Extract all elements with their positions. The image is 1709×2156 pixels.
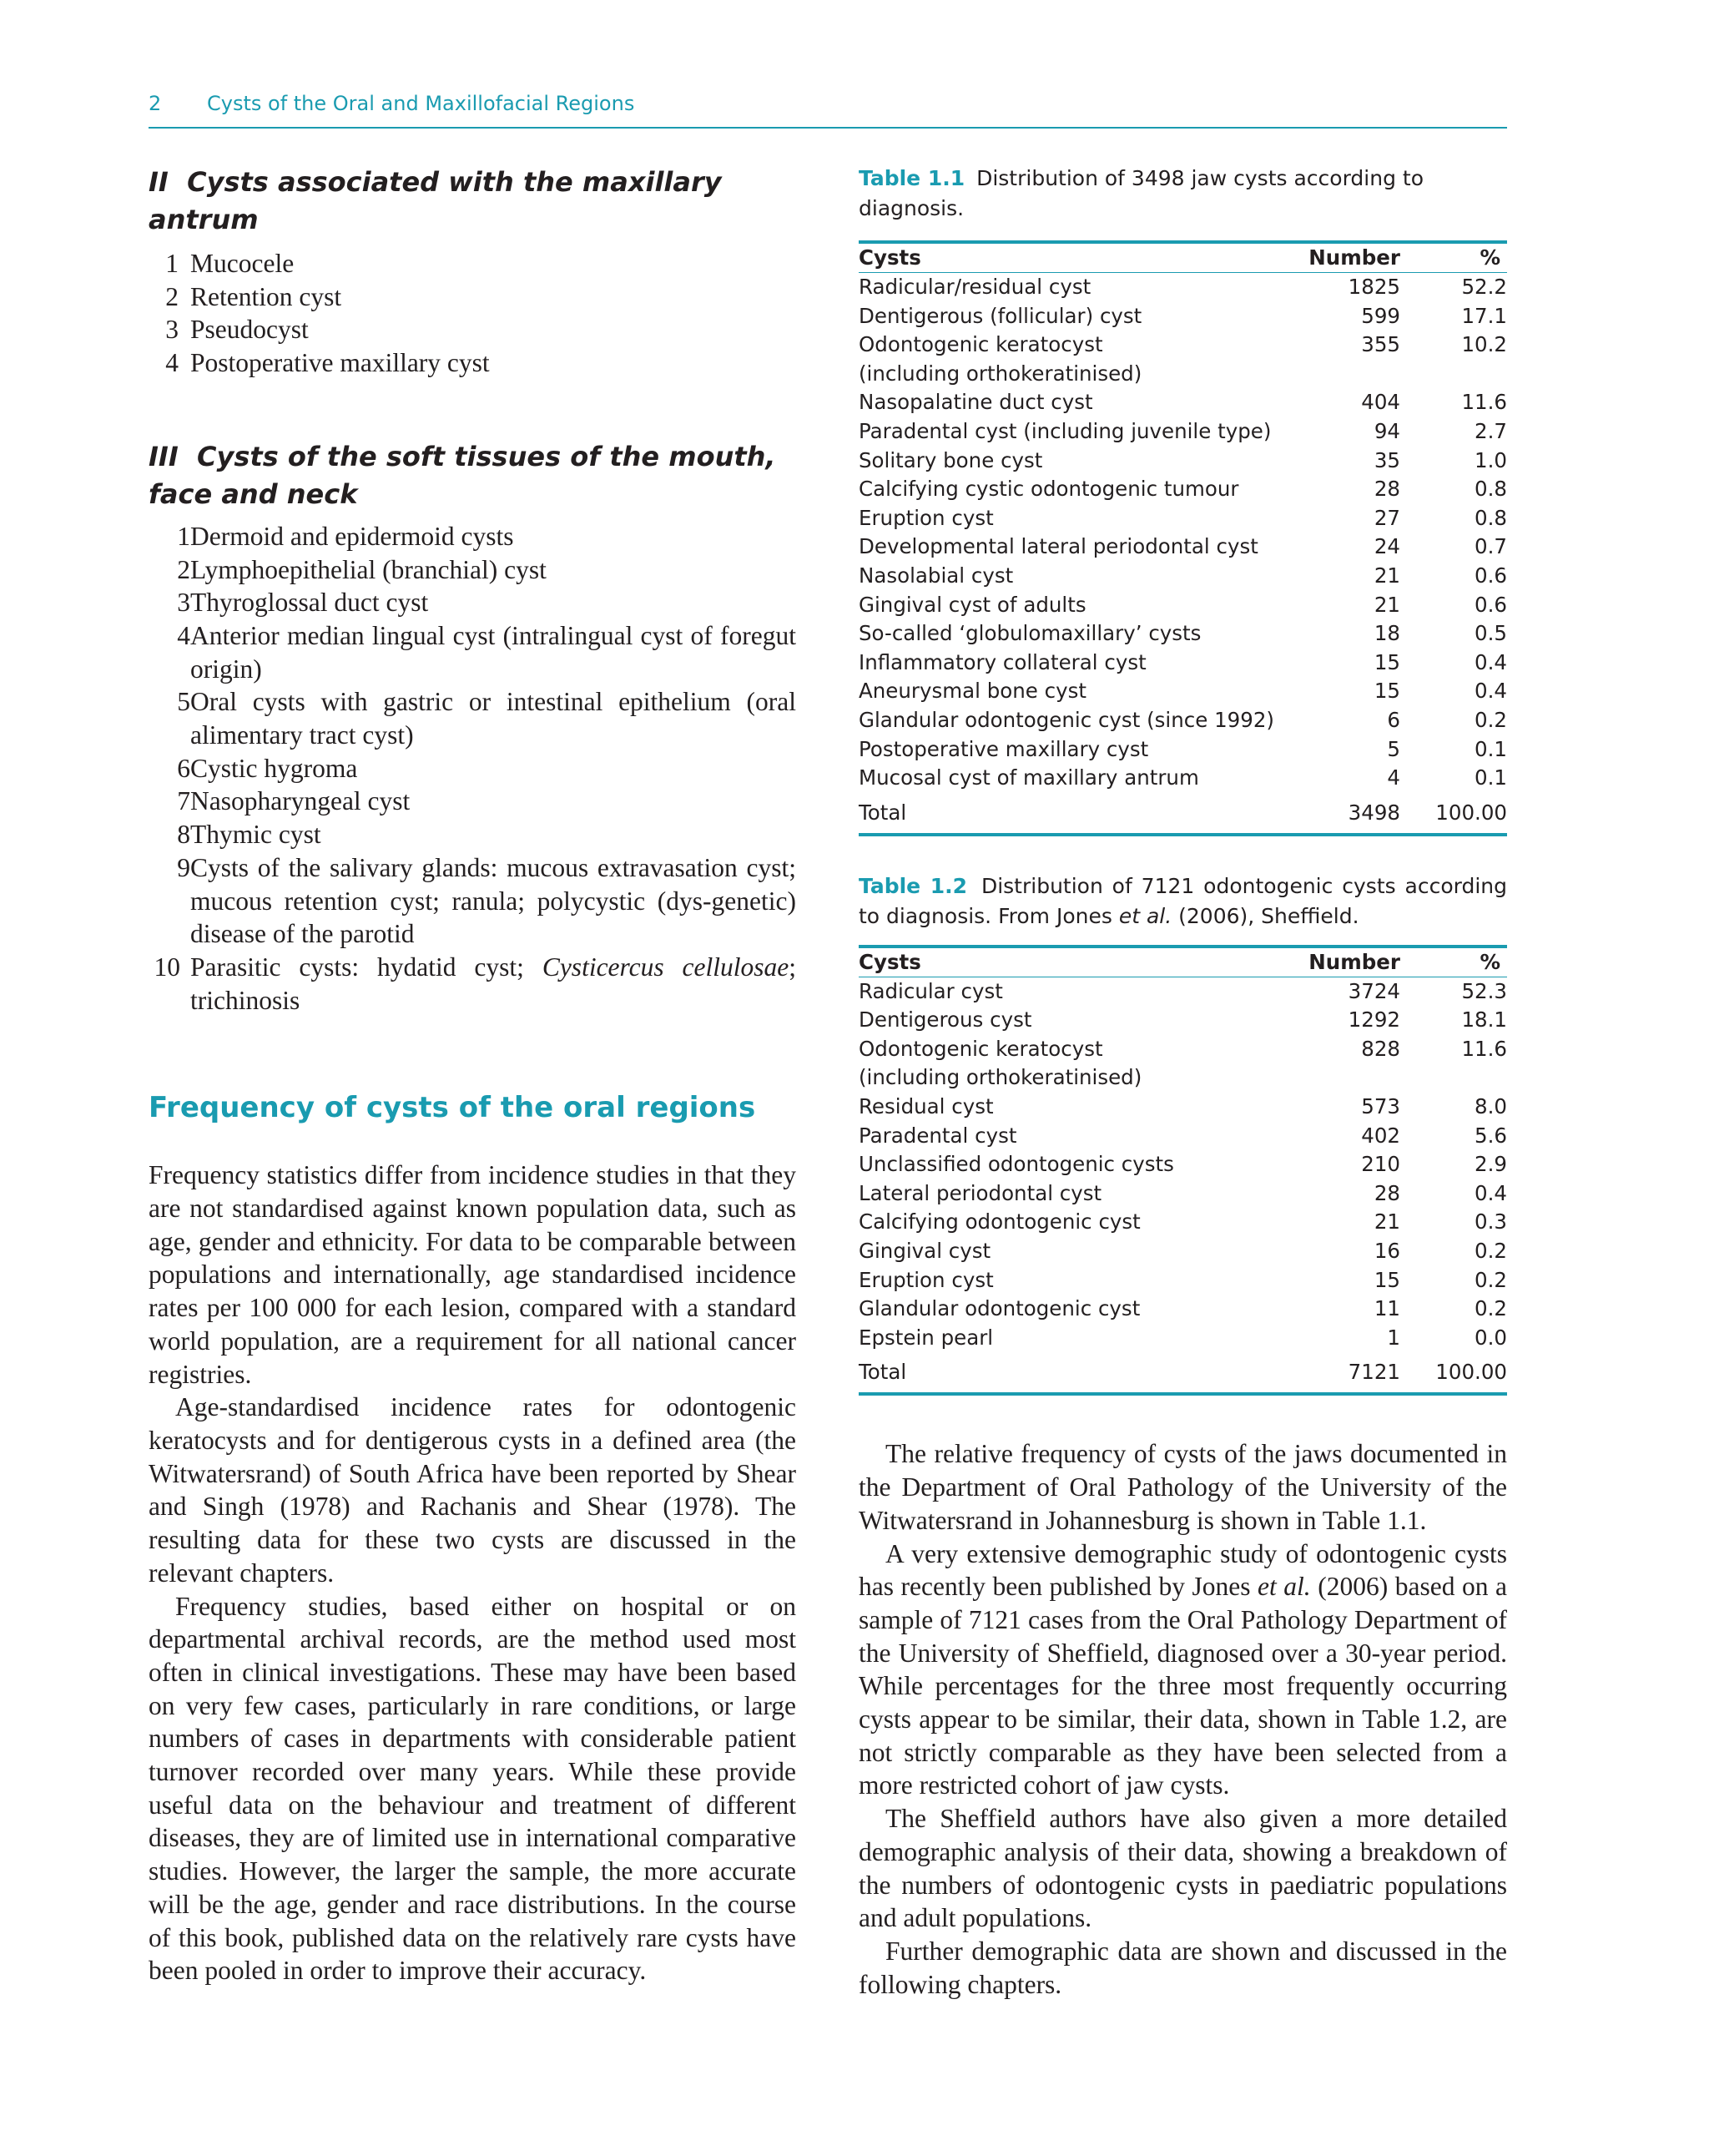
table2-header-pct: %: [1400, 947, 1507, 977]
table-row: [859, 1237, 1507, 1266]
table-row: [859, 1122, 1507, 1151]
table-cell-pct: 0.3: [1475, 1209, 1507, 1235]
table-cell-name: Calcifying cystic odontogenic tumour: [859, 477, 1239, 502]
table-cell-name: Glandular odontogenic cyst (since 1992): [859, 707, 1274, 732]
table-row: [859, 706, 1507, 735]
table-row: [859, 591, 1507, 620]
table-cell-pct: 1.0: [1475, 447, 1507, 472]
table-cell-name: Odontogenic keratocyst: [859, 1036, 1103, 1061]
table-cell-name: Epstein pearl: [859, 1325, 994, 1350]
table-cell-pct: 10.2: [1461, 332, 1507, 357]
table-cell-name: (including orthokeratinised): [859, 1065, 1142, 1090]
table-cell-pct: 0.2: [1475, 1239, 1507, 1264]
table-cell-number: 11: [1374, 1296, 1400, 1321]
table-cell-name: Lateral periodontal cyst: [859, 1180, 1102, 1205]
table-cell-name: Nasolabial cyst: [859, 563, 1014, 588]
table-row: [859, 562, 1507, 591]
table-cell-pct: 5.6: [1475, 1123, 1507, 1148]
table-cell-name: (including orthokeratinised): [859, 361, 1142, 386]
table-cell-pct: [1400, 1063, 1507, 1093]
list-item: 5 Oral cysts with gastric or intestinal epithelium (oral alimentary tract cyst): [177, 687, 796, 750]
section-iii-numeral: III: [149, 440, 179, 472]
table-row: [859, 1208, 1507, 1237]
list-item: 1 Mucocele: [165, 249, 295, 278]
table1-header-number: Number: [1292, 242, 1400, 273]
table-cell-name: Calcifying odontogenic cyst: [859, 1209, 1141, 1235]
table-cell-name: Postoperative maxillary cyst: [859, 736, 1149, 761]
table-cell-name: Dentigerous cyst: [859, 1007, 1032, 1033]
list-item: 2 Lymphoepithelial (branchial) cyst: [177, 554, 547, 584]
table-cell-name: Glandular odontogenic cyst: [859, 1296, 1141, 1321]
table-cell-name: Inflammatory collateral cyst: [859, 649, 1147, 674]
table-cell-name: Solitary bone cyst: [859, 447, 1043, 472]
table-cell-pct: 0.8: [1475, 477, 1507, 502]
table-cell-pct: 0.2: [1475, 1296, 1507, 1321]
table-cell-pct: [1400, 360, 1507, 389]
table-cell-pct: 52.3: [1461, 978, 1507, 1003]
table-row: [859, 273, 1507, 302]
table-cell-name: Radicular cyst: [859, 978, 1003, 1003]
table-cell-number: 21: [1374, 563, 1400, 588]
table-cell-name: Nasopalatine duct cyst: [859, 390, 1093, 415]
table-cell-name: Aneurysmal bone cyst: [859, 679, 1086, 704]
left-column: [149, 164, 796, 1987]
table-cell-number: 4: [1387, 765, 1400, 790]
table-cell-pct: 0.8: [1475, 505, 1507, 530]
table-cell-name: Dentigerous (follicular) cyst: [859, 303, 1142, 328]
table-row: [859, 619, 1507, 649]
table-cell-number: 210: [1361, 1152, 1400, 1177]
table-cell-pct: 0.4: [1475, 649, 1507, 674]
table-cell-pct: 17.1: [1461, 303, 1507, 328]
right-para-2: A very extensive demographic study of odontogenic cysts has recently been published by Jones et al. (2006) based on a sample of 7121 cases from the Oral Pathology Department of the University of Sheffield, diagnosed over a 30-year period. While percentages for the three most frequently occurring cysts appear to be similar, their data, shown in Table 1.2, are not strictly comparable as they have been selected from a more restricted cohort of jaw cysts.: [859, 1538, 1507, 1800]
table-cell-pct: 52.2: [1461, 275, 1507, 299]
table2-header-number: Number: [1292, 947, 1400, 977]
table-cell-name: Unclassified odontogenic cysts: [859, 1152, 1174, 1177]
table-cell-pct: 2.7: [1475, 418, 1507, 443]
running-head: [149, 90, 1507, 129]
table-row: [859, 533, 1507, 562]
list-item: 8 Thymic cyst: [177, 820, 321, 850]
table-cell-pct: 0.6: [1475, 563, 1507, 588]
table-row: [859, 649, 1507, 678]
section-iii-list: [149, 520, 796, 1017]
list-item: 1 Dermoid and epidermoid cysts: [177, 521, 514, 551]
right-para-1: The relative frequency of cysts of the jaws documented in the Department of Oral Pathology of the University of the Witwatersrand in Johannesburg is shown in Table 1.1.: [859, 1439, 1507, 1535]
table-row: [859, 677, 1507, 706]
table-row: [859, 1150, 1507, 1179]
table-cell-number: 6: [1387, 707, 1400, 732]
table-cell-pct: 0.7: [1475, 534, 1507, 559]
section-ii-title: Cysts associated with the maxillary antrum: [149, 166, 722, 235]
table-cell-number: 18: [1374, 621, 1400, 646]
table1-header-cysts: Cysts: [859, 242, 1292, 273]
table2-caption: Table 1.2 Distribution of 7121 odontogenic cysts according to diagnosis. From Jones et al. (2006), Sheffield.: [859, 873, 1507, 928]
table-row: [859, 1006, 1507, 1035]
table-cell-number: 94: [1374, 418, 1400, 443]
table-cell-number: 828: [1361, 1036, 1400, 1061]
table-cell-pct: 0.0: [1475, 1325, 1507, 1350]
table-cell-pct: 11.6: [1461, 390, 1507, 415]
table2-label: Table 1.2: [859, 873, 968, 898]
table-cell-number: 27: [1374, 505, 1400, 530]
table-row: [859, 504, 1507, 533]
table-cell-name: Mucosal cyst of maxillary antrum: [859, 765, 1199, 790]
table-cell-number: 15: [1374, 649, 1400, 674]
table-cell-pct: 0.6: [1475, 592, 1507, 617]
frequency-para-3: Frequency studies, based either on hospital or on departmental archival records, are the method used most often in clinical investigations. These may have been based on very few cases, particularly in rare conditions, or large numbers of cases in departments with considerable patient turnover recorded over many years. While these provide useful data on the behaviour and treatment of different diseases, they are of limited use in international comparative studies. However, the larger the sample, the more accurate will be the age, gender and race distributions. In the course of this book, published data on the relatively rare cysts have been pooled in order to improve their accuracy.: [149, 1591, 796, 1986]
table-row: [859, 331, 1507, 360]
table-row: [859, 388, 1507, 417]
right-body-text: [859, 1437, 1507, 2001]
table-cell-number: 5: [1387, 736, 1400, 761]
frequency-para-2: Age-standardised incidence rates for odontogenic keratocysts and for dentigerous cysts in a defined area (the Witwatersrand) of South Africa have been reported by Shear and Singh (1978) and Rachanis and Shear (1978). The resulting data for these two cysts are discussed in the relevant chapters.: [149, 1392, 796, 1588]
table-cell-pct: 0.4: [1475, 679, 1507, 704]
table1-label: Table 1.1: [859, 166, 965, 190]
table-cell-pct: 18.1: [1461, 1007, 1507, 1033]
table-cell-number: 3724: [1348, 978, 1400, 1003]
section-ii-list: [149, 247, 796, 380]
list-item: 7 Nasopharyngeal cyst: [177, 786, 411, 816]
table-cell-name: So-called ‘globulomaxillary’ cysts: [859, 621, 1202, 646]
list-item: 4 Postoperative maxillary cyst: [165, 348, 490, 378]
table-row: [859, 447, 1507, 476]
table-cell-number: 21: [1374, 592, 1400, 617]
table-cell-number: 1825: [1348, 275, 1400, 299]
table-row: [859, 1063, 1507, 1093]
table-cell-number: 599: [1361, 303, 1400, 328]
table-cell-number: 1: [1387, 1325, 1400, 1350]
table-cell-number: 1292: [1348, 1007, 1400, 1033]
list-item: 4 Anterior median lingual cyst (intralingual cyst of foregut origin): [177, 620, 796, 684]
table1-total-row: Total 3498 100.00: [859, 793, 1507, 835]
list-item: 9 Cysts of the salivary glands: mucous extravasation cyst; mucous retention cyst; ranula; polycystic (dys-genetic) disease of the parotid: [177, 852, 796, 949]
list-item: 3 Pseudocyst: [165, 315, 309, 345]
table1: [859, 240, 1507, 836]
table-cell-name: Odontogenic keratocyst: [859, 332, 1103, 357]
table-cell-name: Paradental cyst: [859, 1123, 1017, 1148]
table-cell-pct: 0.1: [1475, 736, 1507, 761]
table-cell-number: 21: [1374, 1209, 1400, 1235]
list-item: 6 Cystic hygroma: [177, 753, 358, 783]
running-title: Cysts of the Oral and Maxillofacial Regions: [207, 92, 635, 115]
table-cell-name: Developmental lateral periodontal cyst: [859, 534, 1258, 559]
section-iii-title: Cysts of the soft tissues of the mouth, face and neck: [149, 440, 776, 510]
table-cell-pct: 0.5: [1475, 621, 1507, 646]
list-item: 2 Retention cyst: [165, 281, 342, 311]
table-row: [859, 1035, 1507, 1064]
list-item: 10 Parasitic cysts: hydatid cyst; Cysticercus cellulosae; trichinosis: [154, 952, 796, 1015]
table-cell-pct: 8.0: [1475, 1094, 1507, 1119]
table-row: [859, 764, 1507, 793]
table-cell-number: 15: [1374, 1267, 1400, 1292]
right-para-3: The Sheffield authors have also given a more detailed demographic analysis of their data, showing a breakdown of the numbers of odontogenic cysts in paediatric populations and adult populations.: [859, 1804, 1507, 1933]
table-cell-number: [1292, 360, 1400, 389]
frequency-heading: Frequency of cysts of the oral regions: [149, 1091, 756, 1125]
table-row: [859, 360, 1507, 389]
table1-caption-text: Distribution of 3498 jaw cysts according to diagnosis.: [859, 166, 1424, 220]
table-cell-pct: 11.6: [1461, 1036, 1507, 1061]
table-row: [859, 417, 1507, 447]
table-cell-number: [1292, 1063, 1400, 1093]
list-item: 3 Thyroglossal duct cyst: [177, 588, 429, 618]
table-cell-number: 24: [1374, 534, 1400, 559]
table-cell-name: Residual cyst: [859, 1094, 994, 1119]
table-cell-pct: 0.4: [1475, 1180, 1507, 1205]
table-row: [859, 475, 1507, 504]
table-row: [859, 977, 1507, 1006]
table-cell-number: 355: [1361, 332, 1400, 357]
right-para-4: Further demographic data are shown and discussed in the following chapters.: [859, 1936, 1507, 1999]
table-cell-pct: 0.2: [1475, 707, 1507, 732]
table-row: [859, 1266, 1507, 1295]
table-cell-number: 573: [1361, 1094, 1400, 1119]
table-row: [859, 1324, 1507, 1353]
frequency-para-1: Frequency statistics differ from incidence studies in that they are not standardised against known population data, such as age, gender and ethnicity. For data to be comparable between populations and internationally, age standardised incidence rates per 100 000 for each lesion, compared with a standard world population, are a requirement for all national cancer registries.: [149, 1160, 796, 1389]
section-iii-heading: [149, 438, 796, 513]
table-cell-number: 15: [1374, 679, 1400, 704]
table-row: [859, 302, 1507, 331]
table-cell-pct: 0.2: [1475, 1267, 1507, 1292]
table-cell-pct: 2.9: [1475, 1152, 1507, 1177]
table-cell-name: Gingival cyst: [859, 1239, 991, 1264]
section-ii-numeral: II: [149, 166, 169, 198]
table-cell-number: 16: [1374, 1239, 1400, 1264]
table-row: [859, 1295, 1507, 1324]
table-row: [859, 1093, 1507, 1122]
table-cell-name: Eruption cyst: [859, 1267, 994, 1292]
table-cell-number: 402: [1361, 1123, 1400, 1148]
right-column: [859, 164, 1507, 2001]
table-row: [859, 1179, 1507, 1209]
table-cell-number: 28: [1374, 1180, 1400, 1205]
table-cell-pct: 0.1: [1475, 765, 1507, 790]
table1-header-pct: %: [1400, 242, 1507, 273]
table-cell-number: 28: [1374, 477, 1400, 502]
table-cell-name: Paradental cyst (including juvenile type): [859, 418, 1272, 443]
table-cell-name: Radicular/residual cyst: [859, 275, 1091, 299]
table2-total-row: Total 7121 100.00: [859, 1352, 1507, 1394]
table-cell-name: Eruption cyst: [859, 505, 994, 530]
table2-header-cysts: Cysts: [859, 947, 1292, 977]
page-number: 2: [149, 92, 162, 115]
section-ii-heading: [149, 164, 796, 239]
table-cell-number: 35: [1374, 447, 1400, 472]
table-row: [859, 735, 1507, 765]
table1-caption: [859, 164, 1507, 224]
table-cell-name: Gingival cyst of adults: [859, 592, 1086, 617]
table-cell-number: 404: [1361, 390, 1400, 415]
table2: [859, 945, 1507, 1396]
